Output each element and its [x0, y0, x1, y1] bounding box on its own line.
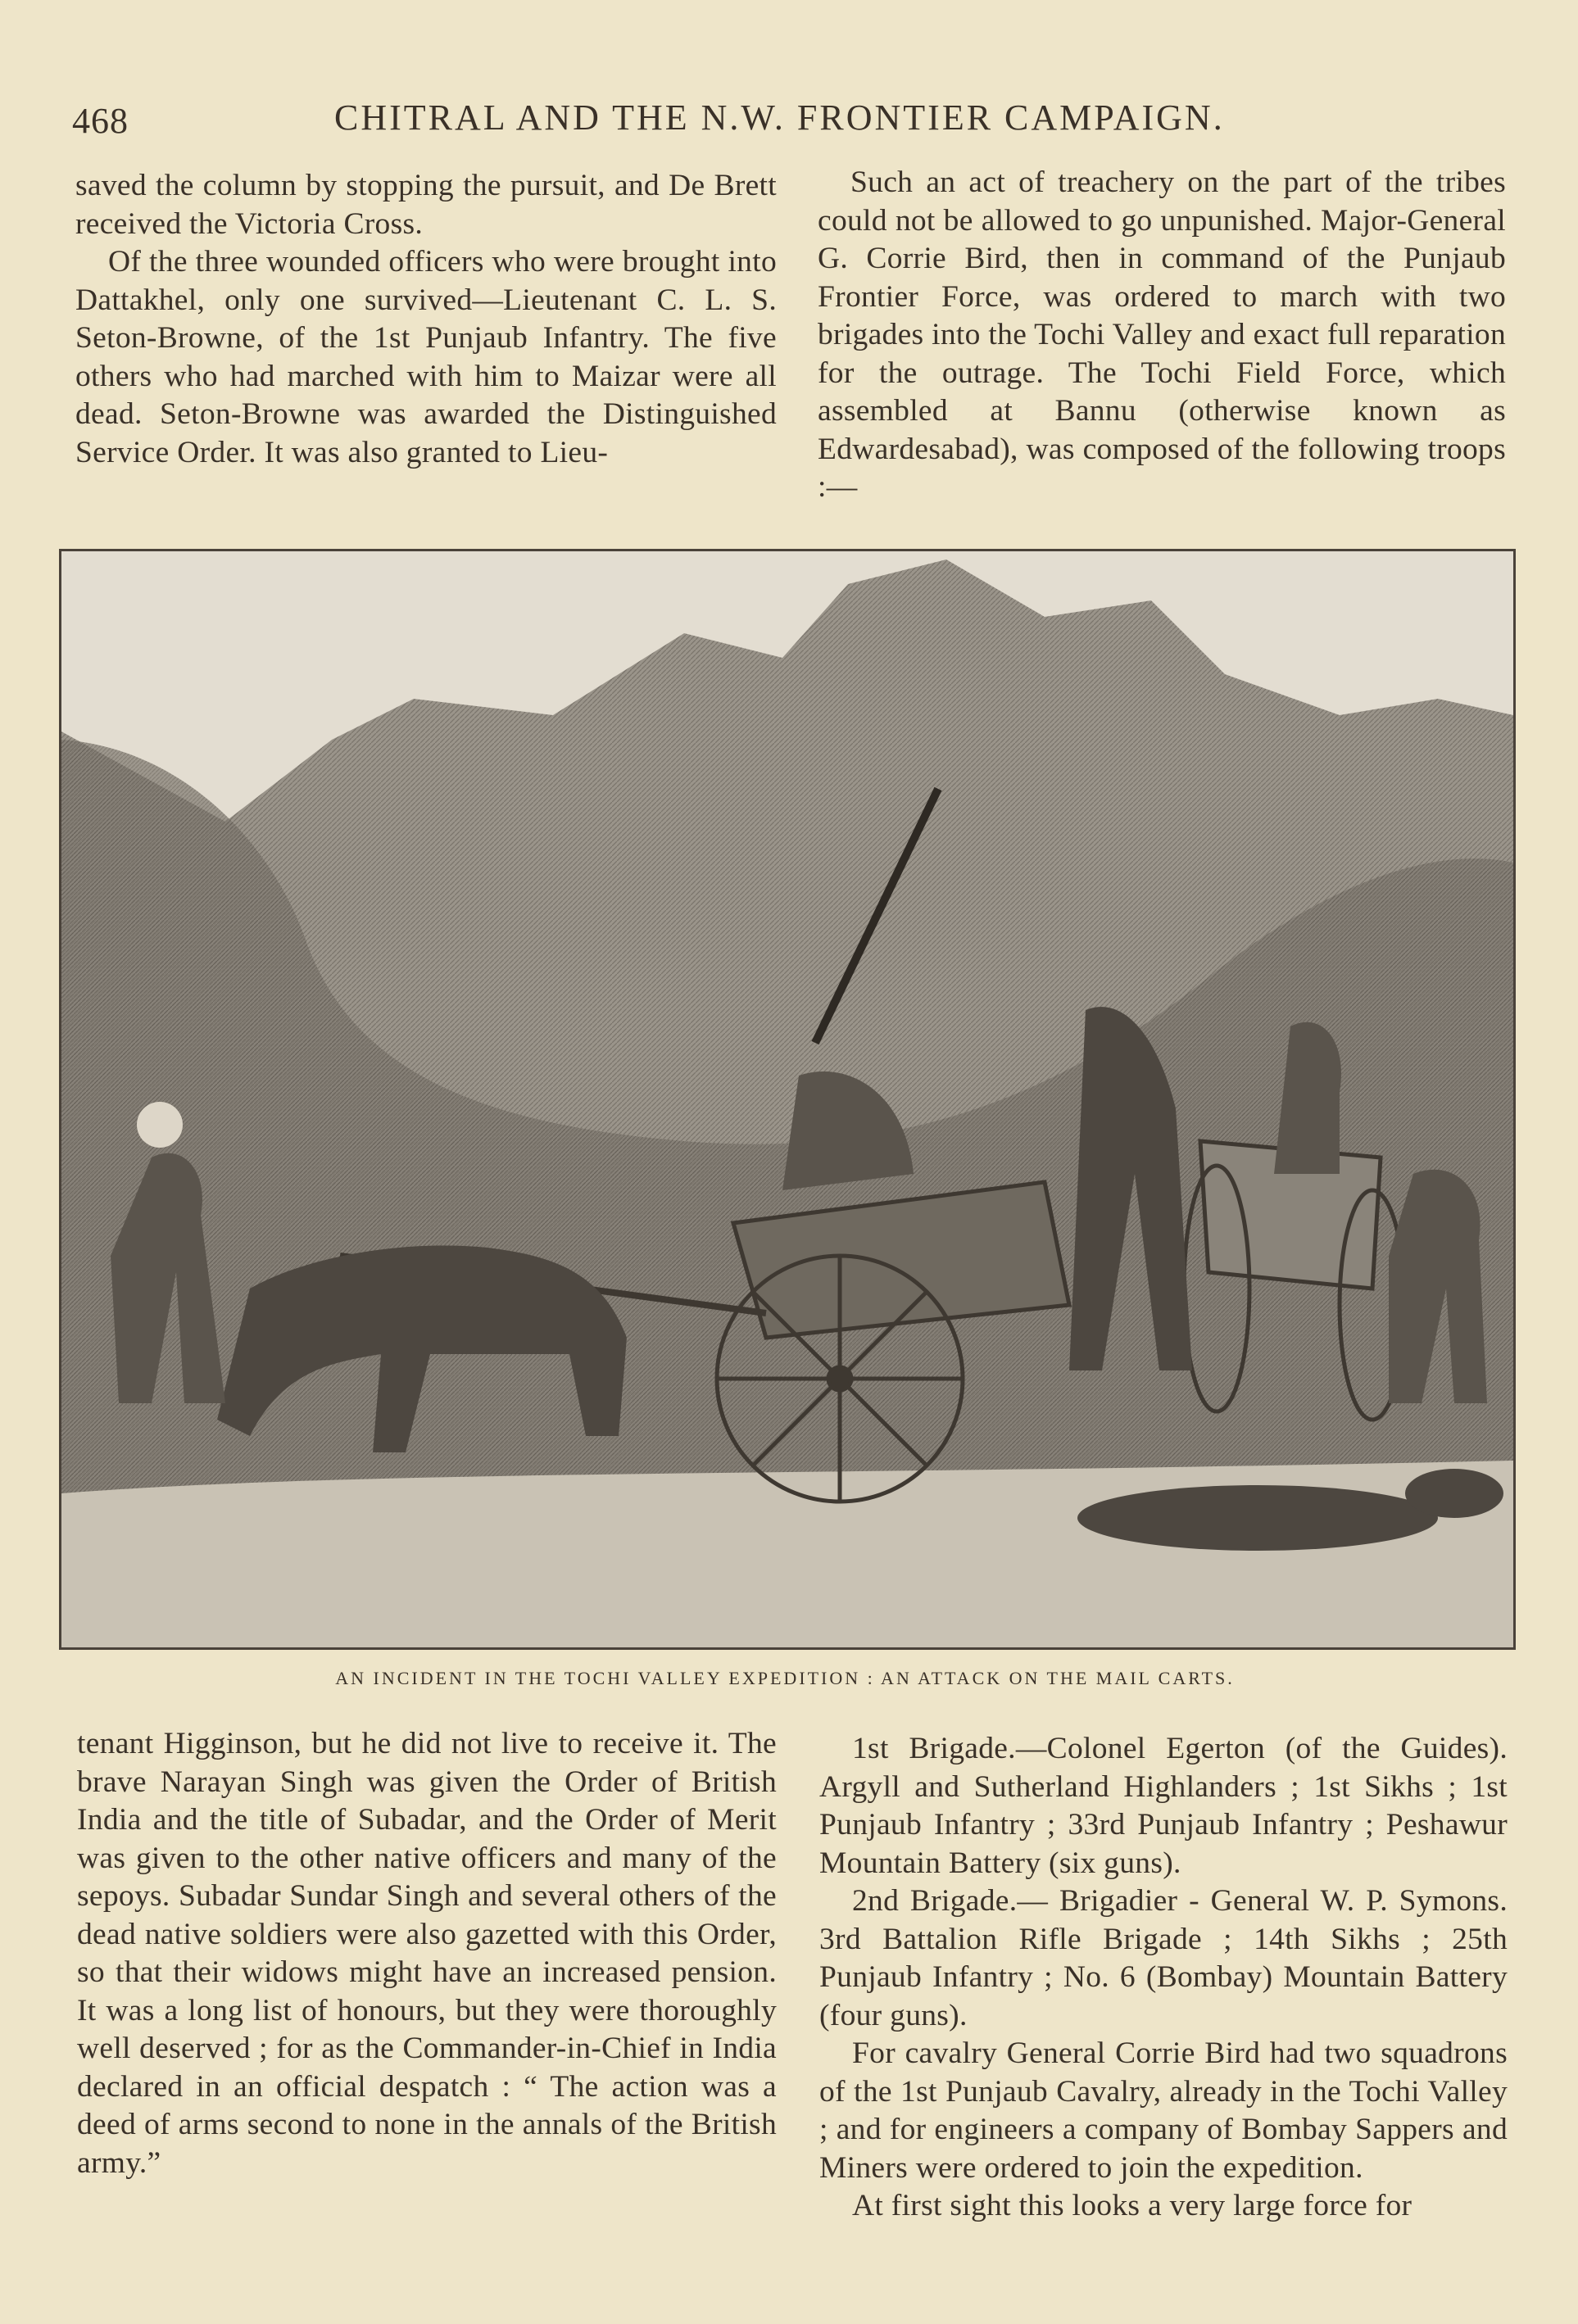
text-column-bottom-left [77, 1725, 777, 2182]
text-column-top-right [818, 164, 1506, 507]
engraving-illustration [59, 549, 1516, 1650]
paragraph: tenant Higginson, but he did not live to receive it. The brave Narayan Singh was given the Order of British India and the title of Subadar, and the Order of Merit was given to the other native officers and many of the sepoys. Subadar Sundar Singh and several others of the dead native soldiers were also gazetted with this Order, so that their widows might have an increased pension. It was a long list of honours, but they were thoroughly well deserved ; for as the Commander-in-Chief in India declared in an official despatch : “ The action was a deed of arms second to none in the annals of the British army.” [77, 1727, 777, 2180]
paragraph: Such an act of treachery on the part of the tribes could not be allowed to go unpunished. Major-General G. Corrie Bird, then in command of the Punjaub Frontier Force, was ordered to march with two brigades into the Tochi Valley and exact full reparation for the outrage. The Tochi Field Force, which assembled at Bannu (otherwise known as Edwardesabad), was composed of the following troops :— [818, 165, 1506, 504]
running-title: CHITRAL AND THE N.W. FRONTIER CAMPAIGN. [334, 97, 1225, 138]
paragraph: 2nd Brigade.— Brigadier - General W. P. Symons. 3rd Battalion Rifle Brigade ; 14th Sikhs ; 25th Punjaub Infantry ; No. 6 (Bombay) Mountain Battery (four guns). [819, 1884, 1508, 2032]
figure-caption: AN INCIDENT IN THE TOCHI VALLEY EXPEDITION : AN ATTACK ON THE MAIL CARTS. [335, 1668, 1235, 1688]
paragraph: Of the three wounded officers who were brought into Dattakhel, only one survived—Lieutenant C. L. S. Seton-Browne, of the 1st Punjaub Infantry. The five others who had marched with him to Maizar were all dead. Seton-Browne was awarded the Distinguished Service Order. It was also granted to Lieu- [75, 245, 777, 469]
paragraph: saved the column by stopping the pursuit, and De Brett received the Victoria Cross. [75, 169, 777, 241]
paragraph: 1st Brigade.—Colonel Egerton (of the Guides). Argyll and Sutherland Highlanders ; 1st Sikhs ; 1st Punjaub Infantry ; 33rd Punjaub Infantry ; Peshawur Mountain Battery (six guns). [819, 1732, 1508, 1880]
page-number: 468 [72, 101, 129, 141]
paragraph: For cavalry General Corrie Bird had two squadrons of the 1st Punjaub Cavalry, already in the Tochi Valley ; and for engineers a company of Bombay Sappers and Miners were ordered to join the expedition. [819, 2036, 1508, 2185]
text-column-bottom-right [819, 1730, 1508, 2226]
text-column-top-left [75, 167, 777, 472]
page-header [72, 92, 1268, 141]
paragraph: At first sight this looks a very large force for [852, 2189, 1412, 2222]
